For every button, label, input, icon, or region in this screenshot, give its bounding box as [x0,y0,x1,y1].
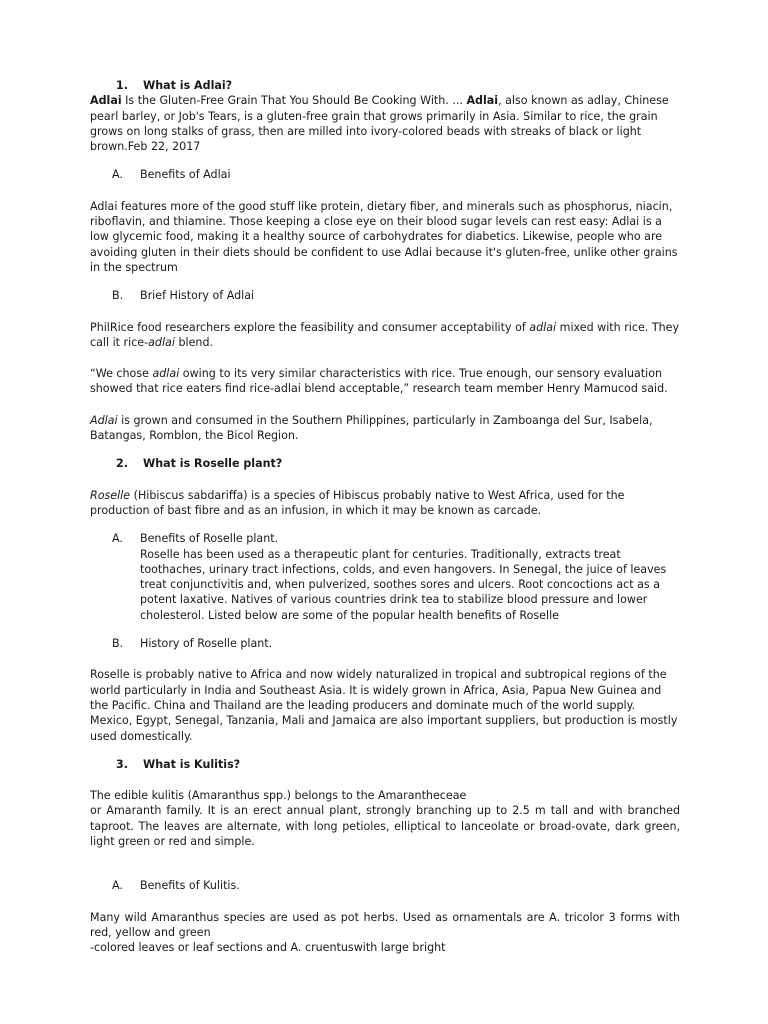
subheading-benefits-of-adlai [90,167,680,182]
subheading-benefits-of-roselle [90,531,680,546]
adlai-bold-term: Adlai [90,94,122,108]
text-run: , also known as adlay, Chinese pearl barley, or Job's Tears, is a gluten-free grain that grows primarily in Asia. Similar to rice, the grain grows on long stalks of grass, then are milled into ivory-colored beads with streaks of black or light brown.Feb 22, 2017 [90,94,669,154]
heading-what-is-adlai [90,78,680,93]
kulitis-benefits-paragraph: Many wild Amaranthus species are used as pot herbs. Used as ornamentals are A. tricolor 3 forms with red, yellow and green [90,910,680,939]
roselle-intro-paragraph [90,488,680,519]
subheading-text: Benefits of Roselle plant. [140,532,279,546]
italic-term: adlai [148,335,175,349]
text-run: owing to its very similar characteristics with rice. True enough, our sensory evaluation showed that rice eaters find rice-adlai blend acceptable,” research team member Henry Mamucod said. [90,367,668,396]
subheading-letter: B. [112,637,124,651]
document-page [90,78,680,955]
roselle-benefits-paragraph: Roselle has been used as a therapeutic plant for centuries. Traditionally, extracts treat toothaches, urinary tract infections, colds, and even hangovers. In Senegal, the juice of leaves treat conjunctivitis and, when pulverized, soothes sores and ulcers. Root concoctions act as a potent laxative. Natives of various countries drink tea to stabilize blood pressure and lower cholesterol. Listed below are some of the popular health benefits of Roselle [140,547,667,622]
adlai-history-quote [90,366,680,397]
heading-what-is-roselle-plant [90,456,680,471]
subheading-letter: A. [112,168,123,182]
adlai-history-paragraph-3 [90,413,680,444]
kulitis-intro-paragraph: or Amaranth family. It is an erect annual plant, strongly branching up to 2.5 m tall and with branched taproot. The leaves are alternate, with long petioles, elliptical to lanceolate or broad-ovate, dark green, light green or red and simple. [90,804,680,848]
text-run: blend. [174,335,214,349]
subheading-text: Benefits of Kulitis. [140,879,240,893]
subheading-letter: B. [112,289,124,303]
kulitis-intro-line-1: The edible kulitis (Amaranthus spp.) belongs to the Amarantheceae [90,789,467,803]
text-run: mixed with rice. They call it rice- [90,320,680,349]
text-run: PhilRice food researchers explore the feasibility and consumer acceptability of [90,320,530,334]
kulitis-benefits-line-2: -colored leaves or leaf sections and A. cruentuswith large bright [90,941,446,955]
subheading-text: History of Roselle plant. [140,637,273,651]
subheading-letter: A. [112,532,123,546]
heading-number: 1. [116,79,128,92]
heading-what-is-kulitis [90,757,680,772]
adlai-intro-paragraph [90,93,680,154]
text-run: is grown and consumed in the Southern Philippines, particularly in Zamboanga del Sur, Isabela, Batangas, Romblon, the Bicol Region. [90,413,653,443]
subheading-brief-history-of-adlai [90,288,680,303]
subheading-text: Brief History of Adlai [140,289,255,303]
subheading-benefits-of-kulitis [90,878,680,893]
heading-number: 3. [116,757,128,771]
subheading-history-of-roselle [90,636,680,651]
roselle-history-paragraph: Roselle is probably native to Africa and now widely naturalized in tropical and subtropical regions of the world particularly in India and Southeast Asia. It is widely grown in Africa, Asia, Papua New Guinea and the Pacific. China and Thailand are the leading producers and dominate much of the world supply. Mexico, Egypt, Senegal, Tanzania, Mali and Jamaica are also important suppliers, but production is mostly used domestically. [90,668,678,743]
adlai-benefits-paragraph: Adlai features more of the good stuff like protein, dietary fiber, and minerals such as phosphorus, niacin, riboflavin, and thiamine. Those keeping a close eye on their blood sugar levels can rest easy: Adlai is a low glycemic food, making it a healthy source of carbohydrates for diabetics. Likewise, people who are avoiding gluten in their diets should be confident to use Adlai because it's gluten-free, unlike other grains in the spectrum [90,199,678,274]
italic-term: adlai [529,320,557,334]
text-run: “We chose [90,367,153,381]
heading-number: 2. [116,457,128,471]
text-run: (Hibiscus sabdariffa) is a species of Hibiscus probably native to West Africa, used for the production of bast fibre and as an infusion, in which it may be known as carcade. [90,488,625,517]
heading-text: What is Roselle plant? [143,457,283,471]
italic-term: Roselle [90,488,131,502]
heading-text: What is Adlai? [143,79,233,92]
subheading-letter: A. [112,879,123,893]
adlai-bold-term: Adlai [466,94,499,108]
heading-text: What is Kulitis? [143,757,241,771]
subheading-text: Benefits of Adlai [140,168,231,182]
italic-term: adlai [152,367,180,381]
italic-term: Adlai [90,413,118,427]
text-run: Is the Gluten-Free Grain That You Should Be Cooking With. ... [121,94,467,108]
adlai-history-paragraph-1 [90,320,680,351]
